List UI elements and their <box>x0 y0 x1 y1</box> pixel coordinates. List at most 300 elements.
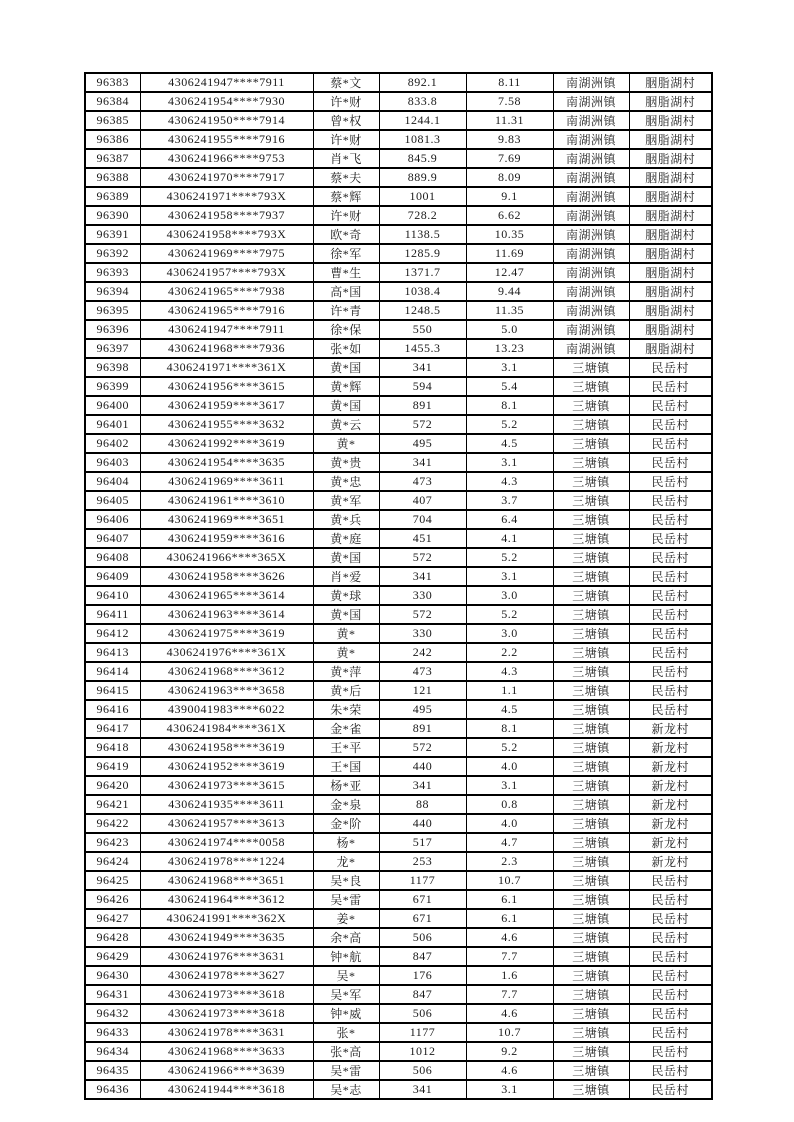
cell-town: 南湖洲镇 <box>553 320 629 339</box>
cell-serial: 96387 <box>85 149 140 168</box>
cell-id-number: 4306241973****3618 <box>140 985 313 1004</box>
cell-amount: 1081.3 <box>379 130 466 149</box>
cell-name: 黄*国 <box>313 396 379 415</box>
cell-serial: 96388 <box>85 168 140 187</box>
cell-town: 三塘镇 <box>553 434 629 453</box>
cell-amount: 572 <box>379 605 466 624</box>
cell-name: 黄*国 <box>313 605 379 624</box>
cell-name: 蔡*夫 <box>313 168 379 187</box>
cell-rate: 4.1 <box>466 529 553 548</box>
table-row <box>85 1061 712 1080</box>
cell-amount: 341 <box>379 567 466 586</box>
cell-name: 黄*国 <box>313 548 379 567</box>
cell-village: 胭脂湖村 <box>629 339 712 358</box>
cell-town: 南湖洲镇 <box>553 149 629 168</box>
cell-town: 三塘镇 <box>553 681 629 700</box>
cell-rate: 9.2 <box>466 1042 553 1061</box>
cell-town: 三塘镇 <box>553 586 629 605</box>
cell-name: 肖*爱 <box>313 567 379 586</box>
cell-name: 王*国 <box>313 757 379 776</box>
cell-village: 新龙村 <box>629 719 712 738</box>
cell-rate: 7.58 <box>466 92 553 111</box>
cell-id-number: 4306241973****3618 <box>140 1004 313 1023</box>
cell-serial: 96398 <box>85 358 140 377</box>
cell-id-number: 4306241947****7911 <box>140 73 313 92</box>
cell-name: 曾*权 <box>313 111 379 130</box>
cell-town: 三塘镇 <box>553 947 629 966</box>
cell-amount: 1177 <box>379 871 466 890</box>
cell-rate: 0.8 <box>466 795 553 814</box>
cell-name: 许*财 <box>313 206 379 225</box>
cell-name: 高*国 <box>313 282 379 301</box>
cell-name: 张*高 <box>313 1042 379 1061</box>
cell-village: 民岳村 <box>629 567 712 586</box>
cell-name: 曹*生 <box>313 263 379 282</box>
cell-serial: 96430 <box>85 966 140 985</box>
cell-amount: 495 <box>379 434 466 453</box>
cell-rate: 4.0 <box>466 757 553 776</box>
cell-name: 黄*球 <box>313 586 379 605</box>
cell-amount: 572 <box>379 415 466 434</box>
cell-id-number: 4306241955****7916 <box>140 130 313 149</box>
cell-amount: 550 <box>379 320 466 339</box>
table-row <box>85 320 712 339</box>
cell-village: 胭脂湖村 <box>629 92 712 111</box>
cell-rate: 5.2 <box>466 548 553 567</box>
table-row <box>85 757 712 776</box>
cell-village: 民岳村 <box>629 586 712 605</box>
cell-village: 民岳村 <box>629 966 712 985</box>
table-row <box>85 795 712 814</box>
cell-rate: 10.7 <box>466 1023 553 1042</box>
cell-serial: 96390 <box>85 206 140 225</box>
cell-id-number: 4306241966****3639 <box>140 1061 313 1080</box>
cell-amount: 671 <box>379 890 466 909</box>
table-row <box>85 244 712 263</box>
cell-name: 吴*军 <box>313 985 379 1004</box>
table-row <box>85 567 712 586</box>
cell-rate: 4.3 <box>466 662 553 681</box>
cell-village: 胭脂湖村 <box>629 320 712 339</box>
cell-name: 黄* <box>313 643 379 662</box>
cell-amount: 517 <box>379 833 466 852</box>
cell-town: 三塘镇 <box>553 358 629 377</box>
cell-serial: 96396 <box>85 320 140 339</box>
cell-id-number: 4306241976****3631 <box>140 947 313 966</box>
cell-town: 南湖洲镇 <box>553 301 629 320</box>
cell-name: 龙* <box>313 852 379 871</box>
cell-name: 黄* <box>313 434 379 453</box>
cell-amount: 341 <box>379 358 466 377</box>
cell-serial: 96400 <box>85 396 140 415</box>
cell-serial: 96414 <box>85 662 140 681</box>
cell-rate: 7.69 <box>466 149 553 168</box>
cell-town: 三塘镇 <box>553 1042 629 1061</box>
cell-amount: 495 <box>379 700 466 719</box>
cell-village: 新龙村 <box>629 833 712 852</box>
cell-amount: 341 <box>379 453 466 472</box>
cell-rate: 3.7 <box>466 491 553 510</box>
cell-rate: 4.7 <box>466 833 553 852</box>
cell-rate: 3.0 <box>466 586 553 605</box>
cell-village: 民岳村 <box>629 1004 712 1023</box>
cell-rate: 4.5 <box>466 700 553 719</box>
cell-name: 金*雀 <box>313 719 379 738</box>
cell-rate: 10.35 <box>466 225 553 244</box>
table-row <box>85 1080 712 1099</box>
cell-town: 三塘镇 <box>553 472 629 491</box>
cell-town: 南湖洲镇 <box>553 92 629 111</box>
table-row <box>85 434 712 453</box>
table-row <box>85 662 712 681</box>
cell-amount: 1371.7 <box>379 263 466 282</box>
cell-village: 民岳村 <box>629 700 712 719</box>
cell-rate: 11.69 <box>466 244 553 263</box>
cell-village: 民岳村 <box>629 510 712 529</box>
cell-village: 胭脂湖村 <box>629 225 712 244</box>
cell-rate: 8.11 <box>466 73 553 92</box>
cell-serial: 96405 <box>85 491 140 510</box>
cell-serial: 96411 <box>85 605 140 624</box>
cell-amount: 594 <box>379 377 466 396</box>
cell-id-number: 4306241978****3627 <box>140 966 313 985</box>
table-row <box>85 263 712 282</box>
cell-name: 吴*良 <box>313 871 379 890</box>
cell-town: 三塘镇 <box>553 453 629 472</box>
cell-amount: 407 <box>379 491 466 510</box>
cell-rate: 4.6 <box>466 928 553 947</box>
cell-serial: 96432 <box>85 1004 140 1023</box>
cell-serial: 96386 <box>85 130 140 149</box>
cell-town: 南湖洲镇 <box>553 263 629 282</box>
cell-village: 民岳村 <box>629 415 712 434</box>
cell-amount: 1177 <box>379 1023 466 1042</box>
cell-amount: 506 <box>379 1004 466 1023</box>
cell-village: 新龙村 <box>629 776 712 795</box>
cell-serial: 96415 <box>85 681 140 700</box>
cell-serial: 96423 <box>85 833 140 852</box>
table-row <box>85 909 712 928</box>
cell-name: 黄*忠 <box>313 472 379 491</box>
cell-rate: 4.5 <box>466 434 553 453</box>
cell-village: 民岳村 <box>629 643 712 662</box>
cell-id-number: 4306241935****3611 <box>140 795 313 814</box>
table-row <box>85 92 712 111</box>
cell-serial: 96427 <box>85 909 140 928</box>
cell-village: 民岳村 <box>629 377 712 396</box>
cell-id-number: 4306241975****3619 <box>140 624 313 643</box>
table-row <box>85 833 712 852</box>
cell-serial: 96428 <box>85 928 140 947</box>
table-row <box>85 529 712 548</box>
cell-name: 徐*保 <box>313 320 379 339</box>
cell-serial: 96383 <box>85 73 140 92</box>
cell-id-number: 4306241959****3616 <box>140 529 313 548</box>
cell-serial: 96403 <box>85 453 140 472</box>
cell-name: 姜* <box>313 909 379 928</box>
cell-town: 三塘镇 <box>553 700 629 719</box>
table-row <box>85 168 712 187</box>
cell-id-number: 4306241952****3619 <box>140 757 313 776</box>
cell-rate: 1.6 <box>466 966 553 985</box>
cell-serial: 96435 <box>85 1061 140 1080</box>
cell-town: 三塘镇 <box>553 643 629 662</box>
cell-village: 胭脂湖村 <box>629 168 712 187</box>
cell-serial: 96395 <box>85 301 140 320</box>
cell-serial: 96409 <box>85 567 140 586</box>
cell-village: 新龙村 <box>629 795 712 814</box>
cell-amount: 440 <box>379 757 466 776</box>
table-row <box>85 206 712 225</box>
cell-town: 三塘镇 <box>553 833 629 852</box>
table-row <box>85 586 712 605</box>
cell-amount: 891 <box>379 396 466 415</box>
cell-village: 民岳村 <box>629 1080 712 1099</box>
cell-id-number: 4306241957****793X <box>140 263 313 282</box>
cell-village: 胭脂湖村 <box>629 263 712 282</box>
cell-amount: 88 <box>379 795 466 814</box>
cell-serial: 96408 <box>85 548 140 567</box>
cell-rate: 5.2 <box>466 605 553 624</box>
cell-village: 胭脂湖村 <box>629 206 712 225</box>
cell-amount: 892.1 <box>379 73 466 92</box>
cell-village: 民岳村 <box>629 491 712 510</box>
cell-village: 民岳村 <box>629 1061 712 1080</box>
cell-serial: 96393 <box>85 263 140 282</box>
cell-serial: 96422 <box>85 814 140 833</box>
cell-name: 肖*飞 <box>313 149 379 168</box>
cell-rate: 1.1 <box>466 681 553 700</box>
cell-id-number: 4306241969****7975 <box>140 244 313 263</box>
cell-id-number: 4306241954****3635 <box>140 453 313 472</box>
cell-town: 三塘镇 <box>553 396 629 415</box>
cell-name: 蔡*辉 <box>313 187 379 206</box>
cell-serial: 96392 <box>85 244 140 263</box>
cell-name: 王*平 <box>313 738 379 757</box>
cell-id-number: 4306241950****7914 <box>140 111 313 130</box>
cell-name: 黄*后 <box>313 681 379 700</box>
cell-rate: 9.44 <box>466 282 553 301</box>
table-row <box>85 415 712 434</box>
table-row <box>85 339 712 358</box>
cell-village: 民岳村 <box>629 947 712 966</box>
cell-amount: 176 <box>379 966 466 985</box>
cell-town: 三塘镇 <box>553 415 629 434</box>
cell-amount: 1244.1 <box>379 111 466 130</box>
cell-rate: 3.1 <box>466 453 553 472</box>
cell-id-number: 4306241955****3632 <box>140 415 313 434</box>
table-row <box>85 396 712 415</box>
cell-amount: 1248.5 <box>379 301 466 320</box>
cell-village: 民岳村 <box>629 605 712 624</box>
cell-serial: 96433 <box>85 1023 140 1042</box>
cell-amount: 341 <box>379 776 466 795</box>
cell-id-number: 4306241959****3617 <box>140 396 313 415</box>
cell-id-number: 4306241958****3626 <box>140 567 313 586</box>
cell-town: 三塘镇 <box>553 377 629 396</box>
table-row <box>85 282 712 301</box>
cell-serial: 96431 <box>85 985 140 1004</box>
cell-amount: 847 <box>379 947 466 966</box>
cell-rate: 4.6 <box>466 1061 553 1080</box>
cell-amount: 506 <box>379 1061 466 1080</box>
cell-rate: 2.3 <box>466 852 553 871</box>
cell-village: 民岳村 <box>629 434 712 453</box>
cell-village: 民岳村 <box>629 985 712 1004</box>
table-row <box>85 719 712 738</box>
table-row <box>85 1042 712 1061</box>
cell-name: 黄*国 <box>313 358 379 377</box>
cell-id-number: 4306241968****7936 <box>140 339 313 358</box>
cell-town: 南湖洲镇 <box>553 168 629 187</box>
cell-name: 张* <box>313 1023 379 1042</box>
cell-serial: 96406 <box>85 510 140 529</box>
cell-serial: 96425 <box>85 871 140 890</box>
cell-village: 胭脂湖村 <box>629 149 712 168</box>
cell-serial: 96401 <box>85 415 140 434</box>
table-row <box>85 149 712 168</box>
cell-town: 南湖洲镇 <box>553 244 629 263</box>
cell-rate: 3.1 <box>466 776 553 795</box>
cell-village: 民岳村 <box>629 624 712 643</box>
cell-id-number: 4306241991****362X <box>140 909 313 928</box>
cell-amount: 242 <box>379 643 466 662</box>
cell-serial: 96419 <box>85 757 140 776</box>
cell-name: 杨* <box>313 833 379 852</box>
cell-town: 三塘镇 <box>553 776 629 795</box>
cell-id-number: 4306241976****361X <box>140 643 313 662</box>
table-row <box>85 225 712 244</box>
cell-name: 钟*威 <box>313 1004 379 1023</box>
cell-name: 许*青 <box>313 301 379 320</box>
cell-village: 胭脂湖村 <box>629 111 712 130</box>
cell-serial: 96384 <box>85 92 140 111</box>
cell-id-number: 4306241978****3631 <box>140 1023 313 1042</box>
cell-serial: 96416 <box>85 700 140 719</box>
cell-town: 南湖洲镇 <box>553 282 629 301</box>
cell-rate: 10.7 <box>466 871 553 890</box>
cell-id-number: 4306241958****793X <box>140 225 313 244</box>
cell-name: 吴*雷 <box>313 1061 379 1080</box>
cell-serial: 96424 <box>85 852 140 871</box>
cell-rate: 3.0 <box>466 624 553 643</box>
table-row <box>85 738 712 757</box>
cell-id-number: 4306241973****3615 <box>140 776 313 795</box>
cell-village: 民岳村 <box>629 928 712 947</box>
cell-id-number: 4306241974****0058 <box>140 833 313 852</box>
cell-village: 新龙村 <box>629 738 712 757</box>
cell-town: 三塘镇 <box>553 719 629 738</box>
cell-amount: 440 <box>379 814 466 833</box>
cell-village: 民岳村 <box>629 871 712 890</box>
table-row <box>85 928 712 947</box>
cell-name: 张*如 <box>313 339 379 358</box>
cell-serial: 96421 <box>85 795 140 814</box>
cell-village: 胭脂湖村 <box>629 282 712 301</box>
table-row <box>85 73 712 92</box>
cell-rate: 4.0 <box>466 814 553 833</box>
cell-village: 民岳村 <box>629 358 712 377</box>
cell-rate: 6.1 <box>466 890 553 909</box>
cell-id-number: 4306241984****361X <box>140 719 313 738</box>
cell-amount: 671 <box>379 909 466 928</box>
cell-name: 吴*志 <box>313 1080 379 1099</box>
cell-amount: 572 <box>379 548 466 567</box>
beneficiary-table <box>84 72 713 1100</box>
cell-id-number: 4306241966****9753 <box>140 149 313 168</box>
table-row <box>85 700 712 719</box>
cell-id-number: 4306241966****365X <box>140 548 313 567</box>
cell-name: 黄*辉 <box>313 377 379 396</box>
table-row <box>85 643 712 662</box>
table-row <box>85 852 712 871</box>
cell-town: 南湖洲镇 <box>553 339 629 358</box>
cell-rate: 5.2 <box>466 738 553 757</box>
cell-rate: 3.1 <box>466 358 553 377</box>
table-row <box>85 681 712 700</box>
cell-name: 杨*亚 <box>313 776 379 795</box>
cell-rate: 4.3 <box>466 472 553 491</box>
cell-name: 黄* <box>313 624 379 643</box>
cell-id-number: 4306241969****3651 <box>140 510 313 529</box>
cell-serial: 96418 <box>85 738 140 757</box>
cell-rate: 5.0 <box>466 320 553 339</box>
cell-rate: 9.1 <box>466 187 553 206</box>
cell-town: 南湖洲镇 <box>553 187 629 206</box>
table-row <box>85 187 712 206</box>
table-row <box>85 624 712 643</box>
table-row <box>85 1004 712 1023</box>
cell-id-number: 4306241968****3651 <box>140 871 313 890</box>
cell-name: 许*财 <box>313 130 379 149</box>
table-row <box>85 890 712 909</box>
cell-name: 黄*贵 <box>313 453 379 472</box>
cell-town: 三塘镇 <box>553 1080 629 1099</box>
cell-town: 南湖洲镇 <box>553 225 629 244</box>
cell-amount: 253 <box>379 852 466 871</box>
table-row <box>85 776 712 795</box>
cell-name: 吴*雷 <box>313 890 379 909</box>
cell-town: 三塘镇 <box>553 624 629 643</box>
table-row <box>85 111 712 130</box>
cell-amount: 833.8 <box>379 92 466 111</box>
cell-amount: 889.9 <box>379 168 466 187</box>
cell-amount: 891 <box>379 719 466 738</box>
table-row <box>85 472 712 491</box>
cell-serial: 96434 <box>85 1042 140 1061</box>
cell-serial: 96385 <box>85 111 140 130</box>
cell-rate: 6.62 <box>466 206 553 225</box>
cell-id-number: 4306241958****3619 <box>140 738 313 757</box>
cell-name: 黄*萍 <box>313 662 379 681</box>
cell-id-number: 4306241978****1224 <box>140 852 313 871</box>
cell-id-number: 4306241957****3613 <box>140 814 313 833</box>
cell-amount: 1001 <box>379 187 466 206</box>
cell-village: 胭脂湖村 <box>629 130 712 149</box>
cell-id-number: 4306241992****3619 <box>140 434 313 453</box>
table-row <box>85 453 712 472</box>
table-row <box>85 1023 712 1042</box>
cell-town: 三塘镇 <box>553 548 629 567</box>
cell-town: 三塘镇 <box>553 871 629 890</box>
cell-serial: 96429 <box>85 947 140 966</box>
cell-town: 南湖洲镇 <box>553 111 629 130</box>
cell-town: 南湖洲镇 <box>553 206 629 225</box>
cell-town: 三塘镇 <box>553 1004 629 1023</box>
cell-town: 三塘镇 <box>553 985 629 1004</box>
cell-rate: 12.47 <box>466 263 553 282</box>
cell-name: 欧*奇 <box>313 225 379 244</box>
